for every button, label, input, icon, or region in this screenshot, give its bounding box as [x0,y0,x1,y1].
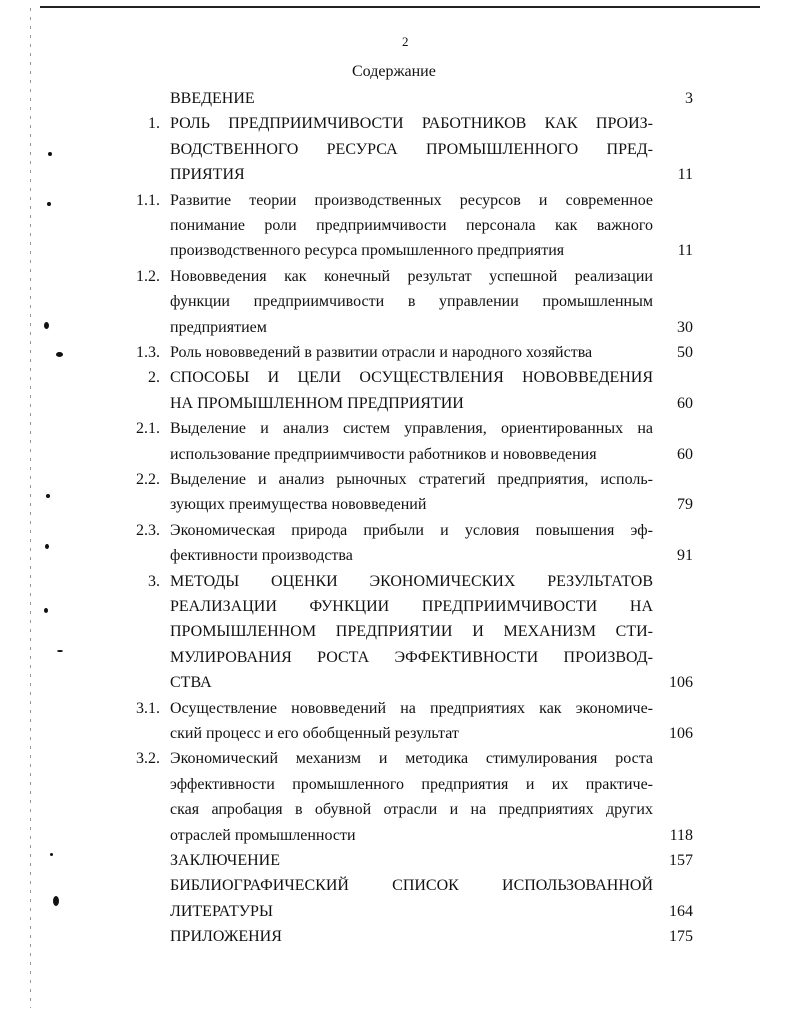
toc-entry-line: Экономический механизм и методика стимулирования роста [170,750,653,768]
toc-entry-line: Развитие теории производственных ресурсов и современное [170,191,653,209]
toc-entry-number: 3.1. [136,699,160,717]
toc-entry-line: Роль нововведений в развитии отрасли и народного хозяйства [170,344,593,361]
toc-entry-page: 118 [669,826,693,844]
toc-entry-line: МЕТОДЫ ОЦЕНКИ ЭКОНОМИЧЕСКИХ РЕЗУЛЬТАТОВ [170,572,653,590]
toc-entry-line: производственного ресурса промышленного предприятия [170,242,565,260]
toc-entry-line: Экономическая природа прибыли и условия повышения эф- [170,521,653,539]
toc-entry-line: ский процесс и его обобщенный результат [170,724,459,742]
toc-entry-number: 3.2. [136,750,160,768]
toc-entry-number: 1. [148,115,160,133]
toc-entry-line: СПОСОБЫ И ЦЕЛИ ОСУЩЕСТВЛЕНИЯ НОВОВВЕДЕНИЯ [170,369,653,387]
toc-entry-line: РЕАЛИЗАЦИИ ФУНКЦИИ ПРЕДПРИИМЧИВОСТИ НА [170,597,653,615]
toc-entry-line: зующих преимущества нововведений [170,496,427,514]
toc-entry-page: 106 [669,724,693,742]
toc-entry-line: СТВА [170,674,212,692]
toc-entry-line: МУЛИРОВАНИЯ РОСТА ЭФФЕКТИВНОСТИ ПРОИЗВОД- [170,648,653,666]
scan-speck [48,152,52,156]
toc-entry-page: 3 [685,90,693,107]
toc-entry-page: 60 [677,445,693,463]
toc-entry-number: 2.3. [136,521,160,539]
scan-speck [53,896,59,906]
toc-entry-page: 106 [669,674,693,692]
scan-speck [45,544,49,549]
toc-entry-number: 1.3. [136,344,160,361]
toc-entry-page: 30 [677,318,693,336]
toc-entry-page: 175 [669,928,693,946]
toc-entry-page: 157 [669,852,693,869]
toc-entry-page: 11 [677,166,693,184]
toc-entry-line: функции предприимчивости в управлении промышленным [170,293,653,311]
toc-entry-line: ская апробация в обувной отрасли и на предприятиях других [170,801,653,819]
toc-entry-line: предприятием [170,318,267,336]
toc-entry-line: использование предприимчивости работников и нововведения [170,445,597,463]
toc-entry-line: понимание роли предприимчивости персонала как важного [170,216,653,234]
toc-entry-page: 60 [677,394,693,412]
toc-entry-line: ПРИЛОЖЕНИЯ [170,928,282,946]
toc-entry-line: ЛИТЕРАТУРЫ [170,902,273,920]
page-number: 2 [402,34,409,49]
toc-entry-line: ПРОМЫШЛЕННОМ ПРЕДПРИЯТИИ И МЕХАНИЗМ СТИ- [170,623,653,641]
toc-entry-page: 11 [677,242,693,260]
toc-entry-page: 50 [677,344,693,361]
scan-speck [50,853,53,856]
toc-entry-line: эффективности промышленного предприятия и их практиче- [170,775,653,793]
toc-entry-line: РОЛЬ ПРЕДПРИИМЧИВОСТИ РАБОТНИКОВ КАК ПРОИЗ- [170,115,653,133]
top-rule [40,6,760,8]
toc-entry-number: 2.1. [136,420,160,438]
toc-title: Содержание [352,63,436,80]
toc-entry-line: ВОДСТВЕННОГО РЕСУРСА ПРОМЫШЛЕННОГО ПРЕД- [170,140,653,158]
scan-speck [46,494,50,498]
toc-entry-number: 2. [148,369,160,387]
toc-entry-line: Выделение и анализ систем управления, ориентированных на [170,420,653,438]
toc-entry-line: Осуществление нововведений на предприятиях как экономиче- [170,699,653,717]
scan-speck [44,608,48,613]
toc-entry-line: фективности производства [170,547,353,565]
toc-entry-number: 1.2. [136,267,160,285]
toc-entry-number: 1.1. [136,191,160,209]
toc-entry-line: ПРИЯТИЯ [170,166,245,184]
toc-entry-line: БИБЛИОГРАФИЧЕСКИЙ СПИСОК ИСПОЛЬЗОВАННОЙ [170,877,653,895]
toc-entry-line: ЗАКЛЮЧЕНИЕ [170,852,280,869]
toc-entry-line: Нововведения как конечный результат успешной реализации [170,267,653,285]
scan-speck [57,650,63,652]
toc-entry-number: 2.2. [136,471,160,488]
toc-entry-page: 164 [669,902,693,920]
toc-entry-line: НА ПРОМЫШЛЕННОМ ПРЕДПРИЯТИИ [170,394,464,412]
toc-entry-line: отраслей промышленности [170,826,356,844]
scan-speck [44,322,49,329]
toc-entry-number: 3. [148,572,160,590]
toc-entry-page: 91 [677,547,693,565]
toc-entry-page: 79 [677,496,693,514]
toc-entry-line: Выделение и анализ рыночных стратегий предприятия, исполь- [170,471,653,488]
toc-entry-line: ВВЕДЕНИЕ [170,90,255,107]
left-margin-edge [30,8,31,1008]
